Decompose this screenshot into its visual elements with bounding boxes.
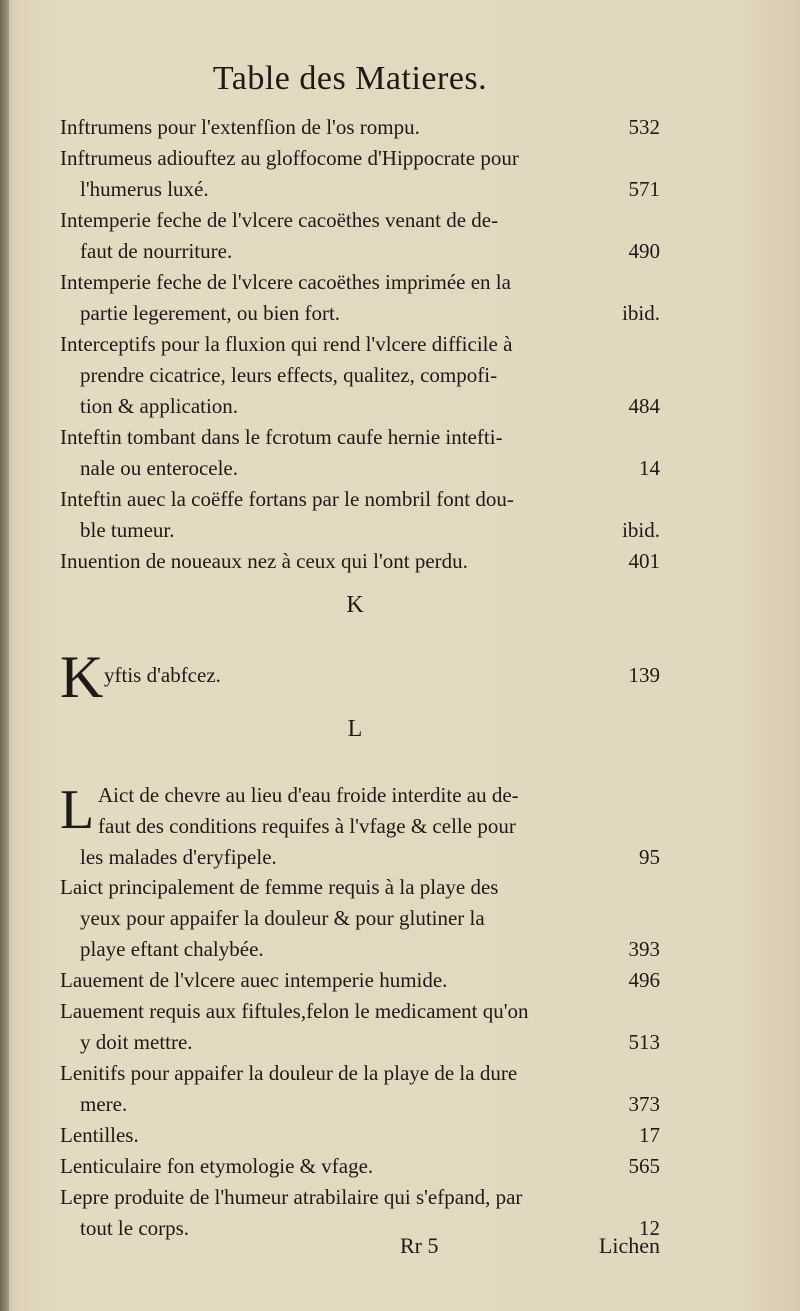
page-number: 513: [628, 1030, 660, 1054]
entry-text: y doit mettre.: [80, 1030, 193, 1054]
page-number: 496: [628, 968, 660, 992]
index-entry-l-first: [60, 780, 660, 873]
entry-line: [60, 934, 660, 965]
entry-line: [60, 329, 660, 360]
entry-line: [60, 205, 660, 236]
index-entry: [60, 965, 660, 996]
entry-text: Inteftin auec la coëffe fortans par le nombril font dou-: [60, 487, 514, 511]
entry-line: [60, 360, 660, 391]
signature-mark: Rr 5: [400, 1233, 439, 1258]
section-heading-l: L: [347, 716, 363, 742]
index-entry: [60, 1151, 660, 1182]
entry-text: Lauement requis aux fiftules,felon le medicament qu'on: [60, 999, 529, 1023]
entry-line: [60, 1151, 660, 1182]
page-number: 565: [628, 1154, 660, 1178]
entry-text: nale ou enterocele.: [80, 456, 238, 480]
entry-text: Inftrumens pour l'extenfſion de l'os rompu.: [60, 115, 420, 139]
entry-text: Lauement de l'vlcere auec intemperie humide.: [60, 968, 448, 992]
entry-line: [60, 174, 660, 205]
entry-line: [60, 267, 660, 298]
entry-line: [60, 515, 660, 546]
entry-line: [60, 872, 660, 903]
page-number: 14: [639, 456, 660, 480]
entry-line: [60, 422, 660, 453]
entry-line: [60, 453, 660, 484]
index-entry: [60, 112, 660, 143]
entry-text: Lentilles.: [60, 1123, 139, 1147]
page-number: ibid.: [622, 301, 660, 325]
index-entry: [60, 996, 660, 1058]
page-number: 95: [639, 845, 660, 869]
binding-edge: [0, 0, 9, 1311]
entry-text: Interceptifs pour la fluxion qui rend l'vlcere difficile à: [60, 332, 513, 356]
index-entries-l: [60, 872, 660, 1244]
page-number: ibid.: [622, 518, 660, 542]
index-entry: [60, 1120, 660, 1151]
index-entries-i: [60, 112, 660, 577]
entry-text: yeux pour appaifer la douleur & pour glutiner la: [80, 906, 485, 930]
entry-text: tion & application.: [80, 394, 239, 418]
page-number: 393: [628, 937, 660, 961]
page-number: 532: [628, 115, 660, 139]
page-number: 17: [639, 1123, 660, 1147]
drop-cap-l: L: [60, 779, 95, 841]
index-entry: [60, 329, 660, 422]
entry-text: les malades d'eryfipele.: [80, 845, 277, 869]
entry-line: [60, 1120, 660, 1151]
entry-line: [60, 546, 660, 577]
entry-text: yftis d'abfcez.: [104, 663, 221, 687]
entry-text: Laict principalement de femme requis à la playe des: [60, 875, 499, 899]
entry-line: [60, 112, 660, 143]
page-number: 139: [628, 663, 660, 687]
index-entry: [60, 422, 660, 484]
entry-line: [60, 903, 660, 934]
entry-line: [60, 298, 660, 329]
entry-text: Lenitifs pour appaifer la douleur de la playe de la dure: [60, 1061, 518, 1085]
entry-text: tout le corps.: [80, 1216, 190, 1240]
entry-text: Inuention de noueaux nez à ceux qui l'ont perdu.: [60, 549, 468, 573]
entry-text: partie legerement, ou bien fort.: [80, 301, 341, 325]
entry-text: Intemperie feche de l'vlcere cacoëthes venant de de-: [60, 208, 499, 232]
index-entry: [60, 1182, 660, 1244]
page-number: 571: [628, 177, 660, 201]
catchword: Lichen: [598, 1233, 660, 1258]
entry-line: [60, 1089, 660, 1120]
entry-line: [60, 143, 660, 174]
entry-line: Aict de chevre au lieu d'eau froide interdite au de-: [98, 783, 519, 807]
entry-line: [60, 1027, 660, 1058]
entry-text: l'humerus luxé.: [80, 177, 209, 201]
entry-line: [60, 965, 660, 996]
index-entry: [60, 484, 660, 546]
entry-text: ble tumeur.: [80, 518, 175, 542]
entry-text: playe eftant chalybée.: [80, 937, 264, 961]
entry-line: [60, 236, 660, 267]
entry-line: [60, 996, 660, 1027]
index-entry: [60, 1058, 660, 1120]
entry-text: mere.: [80, 1092, 128, 1116]
entry-text: faut de nourriture.: [80, 239, 233, 263]
index-entry: [60, 546, 660, 577]
index-entry: [60, 143, 660, 205]
entry-text: Lenticulaire fon etymologie & vfage.: [60, 1154, 374, 1178]
entry-text: prendre cicatrice, leurs effects, qualitez, compofi-: [80, 363, 498, 387]
entry-line: [60, 484, 660, 515]
page-number: 12: [639, 1216, 660, 1240]
entry-line: faut des conditions requifes à l'vfage & celle pour: [98, 814, 516, 838]
index-entry: [60, 205, 660, 267]
page-number: 484: [628, 394, 660, 418]
entry-line: [60, 1182, 660, 1213]
entry-text: Intemperie feche de l'vlcere cacoëthes imprimée en la: [60, 270, 511, 294]
section-heading-k: K: [346, 592, 364, 618]
entry-line: [60, 1058, 660, 1089]
entry-line: [60, 842, 660, 873]
page-number: 401: [628, 549, 660, 573]
entry-line: [60, 1213, 660, 1244]
entry-text: Lepre produite de l'humeur atrabilaire qui s'efpand, par: [60, 1185, 523, 1209]
entry-text: Inftrumeus adiouftez au gloffocome d'Hippocrate pour: [60, 146, 519, 170]
entry-line: [60, 391, 660, 422]
page-number: 490: [628, 239, 660, 263]
entry-text: Inteftin tombant dans le fcrotum caufe hernie intefti-: [60, 425, 503, 449]
drop-cap-k: K: [60, 644, 104, 710]
page-number: 373: [628, 1092, 660, 1116]
page-title: Table des Matieres.: [212, 60, 488, 97]
index-entry: [60, 267, 660, 329]
index-entry: [60, 872, 660, 965]
